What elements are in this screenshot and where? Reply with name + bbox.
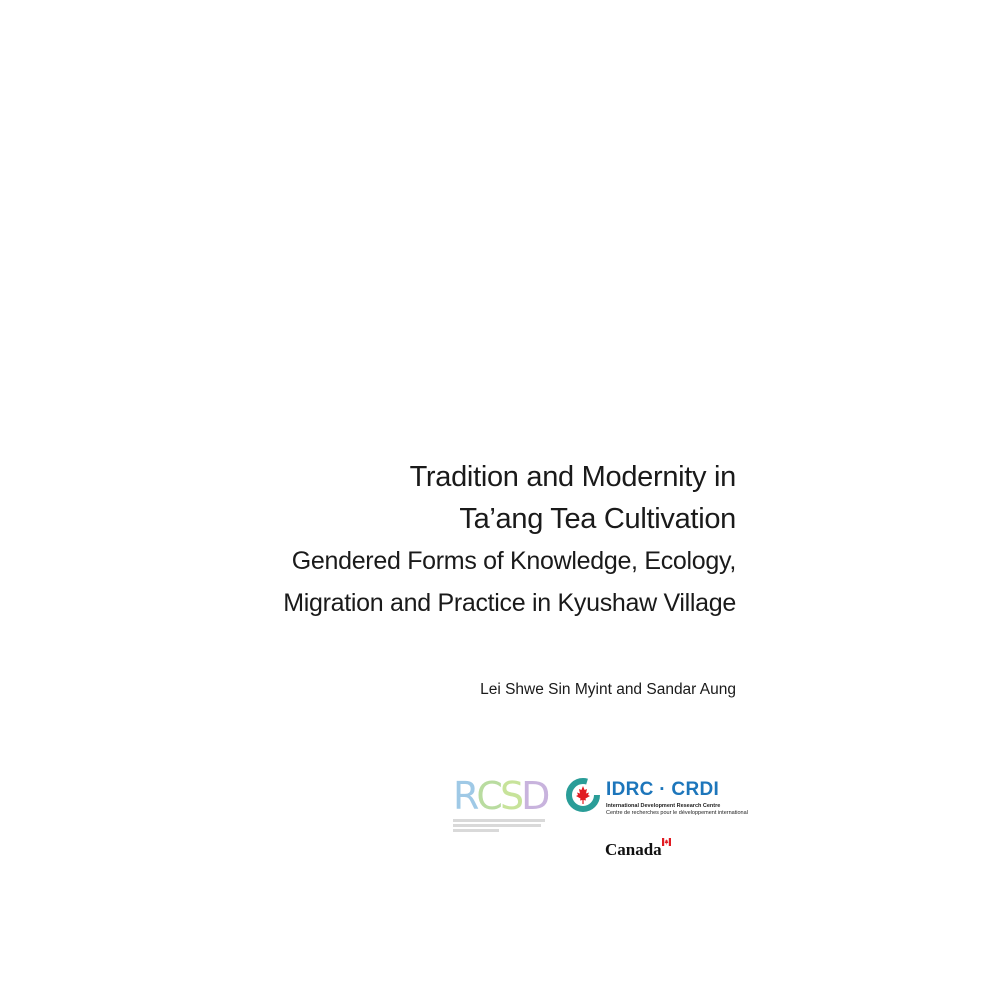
idrc-name: IDRC · CRDI xyxy=(606,779,720,800)
rcsd-letter: C xyxy=(476,774,500,818)
maple-leaf-icon xyxy=(564,776,602,814)
rcsd-fine-print xyxy=(453,819,545,822)
subtitle-line-1: Gendered Forms of Knowledge, Ecology, xyxy=(291,547,736,575)
subtitle-line-2: Migration and Practice in Kyushaw Village xyxy=(283,589,736,617)
title-line-1: Tradition and Modernity in xyxy=(409,461,736,493)
maple-leaf-shape xyxy=(576,786,590,804)
rcsd-letter: R xyxy=(453,774,477,818)
title-line-2: Ta’ang Tea Cultivation xyxy=(459,503,736,535)
canada-flag-icon xyxy=(662,838,671,846)
idrc-english-name: International Development Research Centre xyxy=(606,803,721,809)
rcsd-fine-print xyxy=(453,824,541,827)
canada-wordmark xyxy=(605,838,671,860)
authors: Lei Shwe Sin Myint and Sandar Aung xyxy=(480,681,736,698)
canada-wordmark-text: Canada xyxy=(605,840,662,859)
idrc-logo xyxy=(564,776,754,826)
idrc-french-name: Centre de recherches pour le développement international xyxy=(606,810,748,816)
rcsd-letter: D xyxy=(521,774,548,818)
rcsd-fine-print xyxy=(453,829,499,832)
title-block xyxy=(283,456,736,624)
rcsd-letter: S xyxy=(499,774,522,818)
rcsd-logo xyxy=(453,776,553,836)
rcsd-wordmark xyxy=(453,776,553,816)
